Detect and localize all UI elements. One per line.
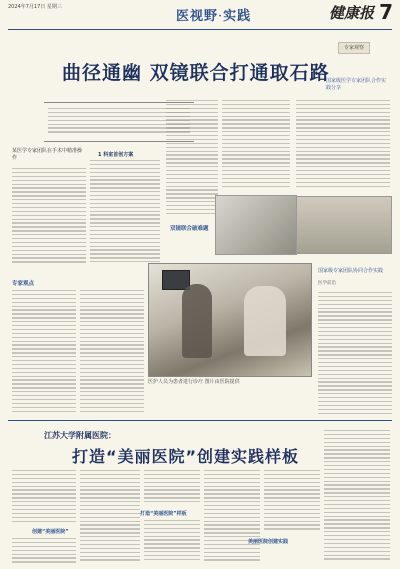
inset-photo [215, 195, 297, 255]
text-column [12, 538, 76, 566]
text-column [90, 160, 160, 268]
text-column [204, 470, 260, 566]
bottom-subhead-mid: 打造“美丽医院”样板 [140, 511, 187, 517]
text-column [80, 470, 140, 566]
text-column [296, 100, 390, 192]
paper-logo: 健康报 [328, 4, 374, 22]
text-column [324, 430, 390, 566]
photo-caption: 医护人员为患者进行诊疗 图片由医院提供 [148, 379, 240, 385]
bottom-headline: 打造“美丽医院”创建实践样板 [72, 447, 300, 466]
right-subtitle: 国家级医学专家团队合作实践分享 [326, 78, 387, 91]
section-prefix: 医视野 [176, 9, 219, 24]
bottom-subhead-right: 美丽医院创建实践 [248, 539, 289, 545]
text-column [264, 470, 320, 532]
page-number: 7 [379, 0, 393, 24]
text-column [144, 520, 200, 566]
text-column [12, 290, 76, 415]
mid-subhead: 1 科室首创方案 [98, 152, 134, 158]
left-caption: 某医学专家团队在手术中精准操作 [12, 148, 83, 161]
text-column [144, 470, 200, 508]
right-sidebar-sub: 医学前沿 [318, 281, 336, 286]
section-title: 医视野·实践 [176, 9, 252, 24]
column-tag: 专家观察 [338, 42, 370, 54]
text-column [166, 100, 218, 220]
date-line: 2024年7月17日 星期三 [8, 4, 62, 10]
top-rule [8, 29, 392, 30]
patient-figure [244, 286, 286, 356]
text-column [222, 100, 290, 192]
section-rule [8, 420, 392, 421]
mid-label: 双镜联合破难题 [170, 226, 209, 232]
bottom-subhead-left: 创建“美丽医院” [32, 529, 69, 535]
top-headline: 曲径通幽 双镜联合打通取石路 [62, 62, 330, 84]
right-sidebar-label: 国家级专家团队协同合作实践 [318, 268, 384, 274]
left-sub-label: 专家观点 [12, 281, 35, 287]
section-suffix: 实践 [223, 9, 252, 24]
inset-photo-right [296, 196, 392, 254]
doctor-figure [182, 284, 212, 358]
text-column [12, 470, 76, 526]
text-column [12, 168, 86, 268]
text-column [318, 292, 392, 416]
text-column [80, 290, 144, 415]
bottom-kicker: 江苏大学附属医院： [44, 431, 116, 440]
